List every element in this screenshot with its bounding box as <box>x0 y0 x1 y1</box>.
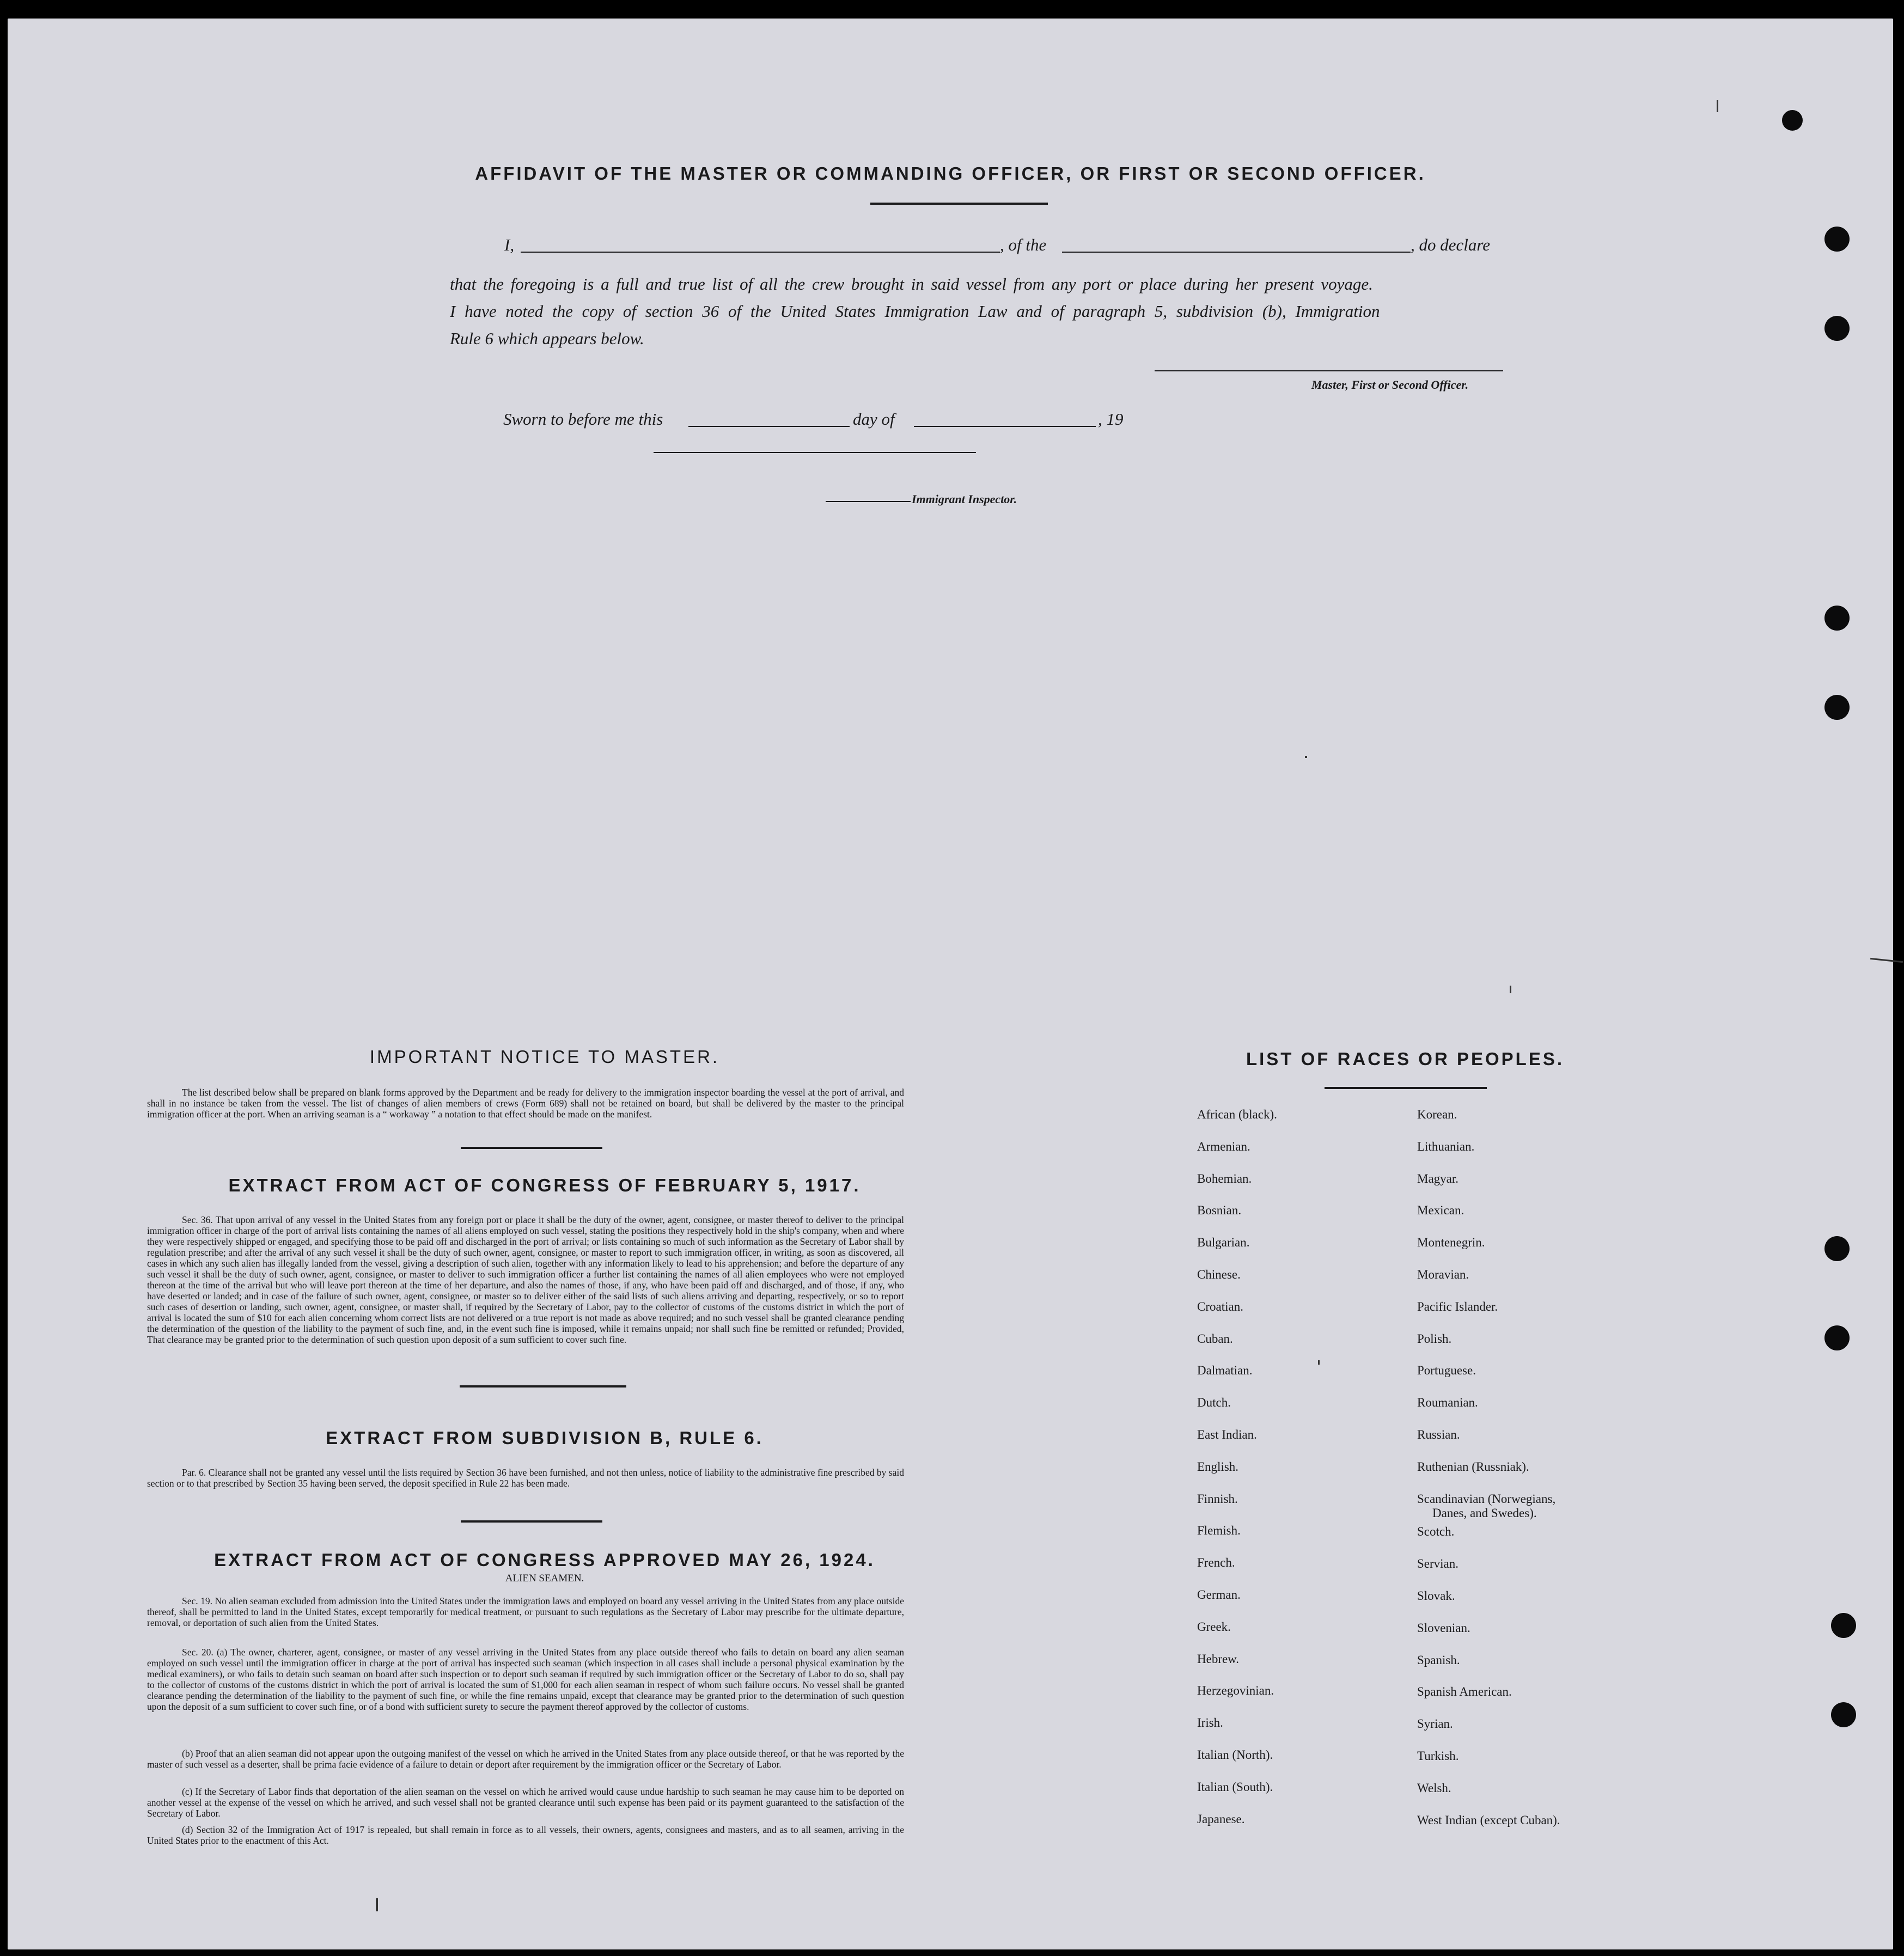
speck <box>1305 756 1307 758</box>
master-signature-caption: Master, First or Second Officer. <box>1311 378 1469 392</box>
extract-1917-title: EXTRACT FROM ACT OF CONGRESS OF FEBRUARY 5, 1917. <box>228 1175 861 1195</box>
race-item: Portuguese. <box>1417 1364 1476 1378</box>
sworn-month-blank <box>914 426 1096 427</box>
section-divider <box>461 1147 602 1149</box>
race-item: Bulgarian. <box>1197 1236 1250 1250</box>
rule6-body: Par. 6. Clearance shall not be granted any vessel until the lists required by Section 36 have been furnished, and not then unless, notice of liability to the administrative fine prescribed by said section or to that prescribed by Section 35 having been served, the deposit specified in Rule 22 has been made. <box>147 1467 904 1489</box>
race-item: Croatian. <box>1197 1299 1243 1313</box>
scratch-mark <box>1870 958 1903 963</box>
scratch-mark <box>1717 100 1718 112</box>
punch-hole <box>1782 110 1803 131</box>
race-item: Pacific Islander. <box>1417 1299 1498 1313</box>
speck <box>1318 1360 1320 1365</box>
race-item: French. <box>1197 1556 1235 1570</box>
race-item: Montenegrin. <box>1417 1236 1485 1250</box>
rule6-title: EXTRACT FROM SUBDIVISION B, RULE 6. <box>326 1428 764 1448</box>
notice-title: IMPORTANT NOTICE TO MASTER. <box>369 1047 720 1067</box>
sec-20d-body: (d) Section 32 of the Immigration Act of 1917 is repealed, but shall remain in force as to all vessels, their owners, agents, consignees and masters, and as to all seamen, arriving in the United States prior to the enactment of this Act. <box>147 1824 904 1846</box>
race-item: West Indian (except Cuban). <box>1417 1813 1560 1827</box>
race-item: East Indian. <box>1197 1428 1257 1441</box>
punch-hole <box>1824 227 1850 252</box>
sworn-day-of: day of <box>853 409 895 429</box>
of-the-text: , of the <box>1000 235 1047 254</box>
vessel-name-blank <box>1062 252 1411 253</box>
punch-hole <box>1824 1325 1850 1350</box>
race-item: Magyar. <box>1417 1171 1459 1185</box>
race-item: Finnish. <box>1197 1492 1238 1506</box>
sworn-year: , 19 <box>1098 409 1124 429</box>
sec-20b-body: (b) Proof that an alien seaman did not appear upon the outgoing manifest of the vessel on which he arrived in the United States from any place outside thereof, or that he was reported by the master of such vessel as a deserter, shall be prima facie evidence of a failure to detain or deport after requirement by the immigration officer or the Secretary of Labor. <box>147 1748 904 1770</box>
do-declare-text: , do declare <box>1411 235 1491 254</box>
race-item: Roumanian. <box>1417 1396 1478 1410</box>
race-item: Bosnian. <box>1197 1203 1242 1218</box>
race-item: Armenian. <box>1197 1139 1250 1153</box>
alien-seamen-subtitle: ALIEN SEAMEN. <box>505 1573 584 1584</box>
inspector-lead-line <box>826 501 911 502</box>
race-item-continuation: Danes, and Swedes). <box>1432 1506 1537 1520</box>
race-item: Mexican. <box>1417 1203 1464 1218</box>
speck <box>1510 986 1511 993</box>
sec-20c-body: (c) If the Secretary of Labor finds that deportation of the alien seaman on the vessel on which he arrived would cause undue hardship to such seaman he may cause him to be deported on another vessel at the expense of the vessel on which he arrived, and such vessel shall not be granted clearance until such expense has been paid or its payment guaranteed to the satisfaction of the Secretary of Labor. <box>147 1786 904 1819</box>
race-item: Syrian. <box>1417 1717 1453 1731</box>
sec-19-body: Sec. 19. No alien seaman excluded from admission into the United States under the immigration laws and employed on board any vessel arriving in the United States from any place outside thereof, shall be permitted to land in the United States, except temporarily for medical treatment, or pursuant to such regulations as the Secretary of Labor may prescribe for the ultimate departure, removal, or deportation of such alien from the United States. <box>147 1596 904 1628</box>
declaration-line-4: Rule 6 which appears below. <box>450 329 644 348</box>
punch-hole <box>1824 316 1850 341</box>
title-underline <box>870 203 1048 205</box>
race-item: Spanish. <box>1417 1653 1460 1667</box>
punch-hole <box>1824 1236 1850 1261</box>
race-item: Dutch. <box>1197 1396 1231 1410</box>
races-title: LIST OF RACES OR PEOPLES. <box>1246 1049 1565 1069</box>
race-item: Flemish. <box>1197 1524 1241 1538</box>
race-item: Dalmatian. <box>1197 1364 1253 1378</box>
race-item: Russian. <box>1417 1428 1460 1441</box>
declaration-line-3: I have noted the copy of section 36 of the United States Immigration Law and of paragraph 5, subdivision (b), Immigration <box>450 302 1380 321</box>
race-item: Scandinavian (Norwegians, <box>1417 1492 1556 1506</box>
race-item: Slovak. <box>1417 1589 1455 1603</box>
race-item: Welsh. <box>1417 1781 1451 1795</box>
section-divider <box>461 1520 602 1523</box>
race-item: English. <box>1197 1459 1239 1474</box>
race-item: Bohemian. <box>1197 1171 1252 1185</box>
declarant-prefix: I, <box>504 235 515 254</box>
document-page <box>8 19 1893 1949</box>
sec-20a-body: Sec. 20. (a) The owner, charterer, agent, consignee, or master of any vessel arriving in the United States from any place outside thereof who fails to detain on board any alien seaman employed on such vessel until the immigration officer in charge at the port of arrival has inspected such seaman (which inspection in all cases shall include a personal physical examination by the medical examiners), or who fails to detain such seaman on board after such inspection or to deport such seaman if required by such immigration officer or the Secretary of Labor to do so, shall pay to the collector of customs of the customs district in which the port of arrival is located the sum of $1,000 for each alien seaman in respect of whom such failure occurs. No vessel shall be granted clearance pending the determination of the liability to the payment of such fine, or while the fine remains unpaid, except that clearance may be granted prior to the determination of such question upon the deposit of a sum sufficient to cover such fine, or of a bond with sufficient surety to secure the payment thereof approved by the collector of customs. <box>147 1647 904 1712</box>
race-item: German. <box>1197 1588 1241 1602</box>
punch-hole <box>1824 695 1850 720</box>
race-item: African (black). <box>1197 1108 1277 1121</box>
punch-hole <box>1831 1613 1856 1638</box>
race-item: Chinese. <box>1197 1268 1241 1281</box>
affidavit-title: AFFIDAVIT OF THE MASTER OR COMMANDING OFFICER, OR FIRST OR SECOND OFFICER. <box>475 163 1426 184</box>
race-item: Scotch. <box>1417 1525 1455 1539</box>
inspector-caption: Immigrant Inspector. <box>912 492 1017 506</box>
sworn-day-blank <box>688 426 850 427</box>
notice-body: The list described below shall be prepared on blank forms approved by the Department and be ready for delivery to the immigration inspector boarding the vessel at the port of arrival, and shall in no instance be taken from the vessel. The list of changes of alien members of crews (Form 689) shall not be retained on board, but shall be delivered by the master to the principal immigration officer at the port. When an arriving seaman is a “ workaway ” a notation to that effect should be made on the manifest. <box>147 1087 904 1120</box>
race-item: Cuban. <box>1197 1331 1233 1346</box>
extract-1924-title: EXTRACT FROM ACT OF CONGRESS APPROVED MAY 26, 1924. <box>214 1550 875 1570</box>
race-item: Greek. <box>1197 1619 1231 1634</box>
race-item: Servian. <box>1417 1557 1459 1571</box>
section-divider <box>460 1385 626 1387</box>
declarant-name-blank <box>521 252 1000 253</box>
race-item: Ruthenian (Russniak). <box>1417 1459 1529 1474</box>
race-item: Italian (North). <box>1197 1748 1273 1762</box>
race-item: Irish. <box>1197 1716 1223 1730</box>
race-item: Hebrew. <box>1197 1652 1240 1666</box>
punch-hole <box>1831 1702 1856 1727</box>
race-item: Lithuanian. <box>1417 1139 1475 1153</box>
race-item: Moravian. <box>1417 1268 1469 1281</box>
race-item: Korean. <box>1417 1108 1457 1121</box>
extract-1917-body: Sec. 36. That upon arrival of any vessel in the United States from any foreign port or place it shall be the duty of the owner, agent, consignee, or master thereof to deliver to the principal immigration officer in charge of the port of arrival lists containing the names of all aliens employed on such vessel, stating the positions they respectively hold in the ship's company, when and where they were respectively shipped or engaged, and specifying those to be paid off and discharged in the port of arrival; or lists containing so much of such information as the Secretary of Labor shall by regulation prescribe; and after the arrival of any such vessel it shall be the duty of such owner, agent, consignee, or master to report to such immigration officer, in writing, as soon as discovered, all cases in which any such alien has illegally landed from the vessel, giving a description of such alien, together with any information likely to lead to his apprehension; and before the departure of any such vessel it shall be the duty of such owner, agent, consignee, or master to deliver to such immigration officer a further list containing the names of all alien employees who were not employed thereon at the time of the arrival but who will leave port thereon at the time of her departure, and also the names of those, if any, who have been paid off and discharged, and of those, if any, who have deserted or landed; and in case of the failure of such owner, agent, consignee, or master so to deliver either of the said lists of such aliens arriving and departing, respectively, or so to report such cases of desertion or landing, such owner, agent, consignee, or master shall, if required by the Secretary of Labor, pay to the collector of customs of the customs district in which the port of arrival is located the sum of $10 for each alien concerning whom correct lists are not delivered or a true report is not made as above required; and no such vessel shall be granted clearance pending the determination of the question of the liability to the payment of such fine, and, in the event such fine is imposed, while it remains unpaid; nor shall such fine be remitted or refunded; Provided, That clearance may be granted prior to the determination of such question upon deposit of a sum sufficient to cover such fine. <box>147 1214 904 1345</box>
declaration-line-2: that the foregoing is a full and true list of all the crew brought in said vessel from any port or place during her present voyage. <box>450 274 1373 294</box>
speck <box>376 1898 378 1911</box>
sworn-prefix: Sworn to before me this <box>503 409 663 429</box>
races-underline <box>1325 1087 1487 1089</box>
race-item: Japanese. <box>1197 1812 1245 1826</box>
race-item: Herzegovinian. <box>1197 1684 1274 1698</box>
punch-hole <box>1824 606 1850 631</box>
master-signature-line <box>1155 370 1503 371</box>
race-item: Polish. <box>1417 1331 1452 1346</box>
race-item: Turkish. <box>1417 1749 1459 1763</box>
race-item: Spanish American. <box>1417 1685 1512 1699</box>
race-item: Slovenian. <box>1417 1621 1470 1635</box>
race-item: Italian (South). <box>1197 1780 1273 1794</box>
inspector-signature-line <box>654 452 976 453</box>
